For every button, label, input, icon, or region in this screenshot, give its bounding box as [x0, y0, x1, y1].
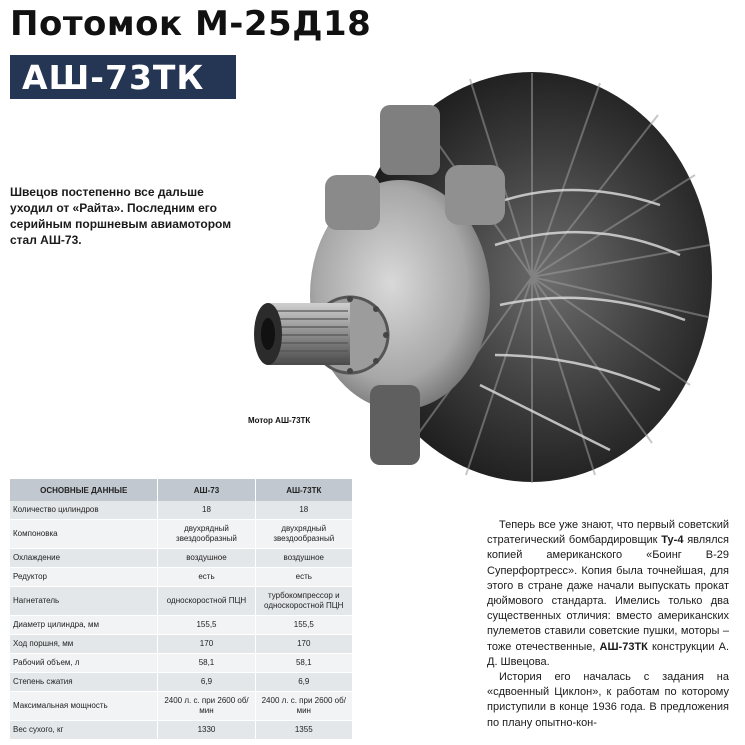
row-label: Рабочий объем, л	[10, 654, 158, 673]
ash73-value: 170	[158, 635, 255, 654]
article-text: конструкции А. Д. Швецова.	[487, 640, 729, 668]
row-label: Вес сухого, кг	[10, 721, 158, 740]
ash73tk-value: есть	[255, 568, 352, 587]
row-label: Диаметр цилиндра, мм	[10, 616, 158, 635]
table-row	[10, 654, 353, 673]
ash73-value: двухрядный звездообразный	[158, 520, 255, 549]
table-row	[10, 587, 353, 616]
ash73-value: воздушное	[158, 549, 255, 568]
table-row	[10, 635, 353, 654]
aircraft-name: Ту-4	[661, 534, 684, 547]
article-paragraph	[487, 518, 729, 670]
ash73-value: 2400 л. с. при 2600 об/мин	[158, 692, 255, 721]
specs-table	[10, 479, 353, 740]
ash73tk-value: 58,1	[255, 654, 352, 673]
intro-text: Швецов постепенно все дальше уходил от «Райта». Последним его серийным поршневым авиамотором стал АШ-73.	[10, 185, 232, 247]
article-paragraph: История его началась с задания на «сдвоенный Циклон», к работам по которому приступили в конце 1936 года. В предложения по плану опытно-кон-	[487, 671, 729, 729]
subtitle: АШ-73ТК	[22, 58, 205, 97]
ash73-value: 155,5	[158, 616, 255, 635]
row-label: Нагнетатель	[10, 587, 158, 616]
ash73tk-value: двухрядный звездообразный	[255, 520, 352, 549]
row-label: Максимальная мощность	[10, 692, 158, 721]
row-label: Охлаждение	[10, 549, 158, 568]
ash73-value: есть	[158, 568, 255, 587]
photo-caption: Мотор АШ-73ТК	[248, 416, 311, 425]
row-label: Компоновка	[10, 520, 158, 549]
engine-photo	[240, 55, 720, 495]
specs-header-param: ОСНОВНЫЕ ДАННЫЕ	[10, 479, 158, 501]
specs-header-ash73: АШ-73	[158, 479, 255, 501]
article-text: Теперь все уже знают, что первый советский стратегический бомбардировщик	[487, 519, 729, 547]
ash73tk-value: воздушное	[255, 549, 352, 568]
table-row	[10, 568, 353, 587]
specs-header-row	[10, 479, 353, 501]
table-row	[10, 673, 353, 692]
row-label: Количество цилиндров	[10, 501, 158, 520]
ash73tk-value: 155,5	[255, 616, 352, 635]
table-row	[10, 520, 353, 549]
table-row	[10, 721, 353, 740]
page-title: Потомок М-25Д18	[10, 4, 372, 44]
specs-header-ash73tk: АШ-73ТК	[255, 479, 352, 501]
engine-name: АШ-73ТК	[599, 640, 648, 653]
ash73-value: 18	[158, 501, 255, 520]
table-row	[10, 501, 353, 520]
table-row	[10, 692, 353, 721]
article-text: являлся копией американского «Боинг B-29 Суперфортресс». Копия была точнейшая, для этого в стране даже начали выпускать прокат дюймового стандарта. Имелись только два существенных отличия: вместо американских пулеметов ставили советские пушки, моторы – тоже отечественные,	[487, 534, 729, 653]
ash73tk-value: 1355	[255, 721, 352, 740]
row-label: Ход поршня, мм	[10, 635, 158, 654]
ash73tk-value: 18	[255, 501, 352, 520]
article-body	[487, 518, 729, 731]
ash73tk-value: 6,9	[255, 673, 352, 692]
row-label: Степень сжатия	[10, 673, 158, 692]
ash73-value: 58,1	[158, 654, 255, 673]
ash73-value: 6,9	[158, 673, 255, 692]
table-row	[10, 616, 353, 635]
ash73-value: 1330	[158, 721, 255, 740]
ash73tk-value: турбокомпрессор и односкоростной ПЦН	[255, 587, 352, 616]
row-label: Редуктор	[10, 568, 158, 587]
subtitle-banner	[10, 55, 236, 99]
ash73tk-value: 170	[255, 635, 352, 654]
ash73-value: односкоростной ПЦН	[158, 587, 255, 616]
table-row	[10, 549, 353, 568]
ash73tk-value: 2400 л. с. при 2600 об/мин	[255, 692, 352, 721]
